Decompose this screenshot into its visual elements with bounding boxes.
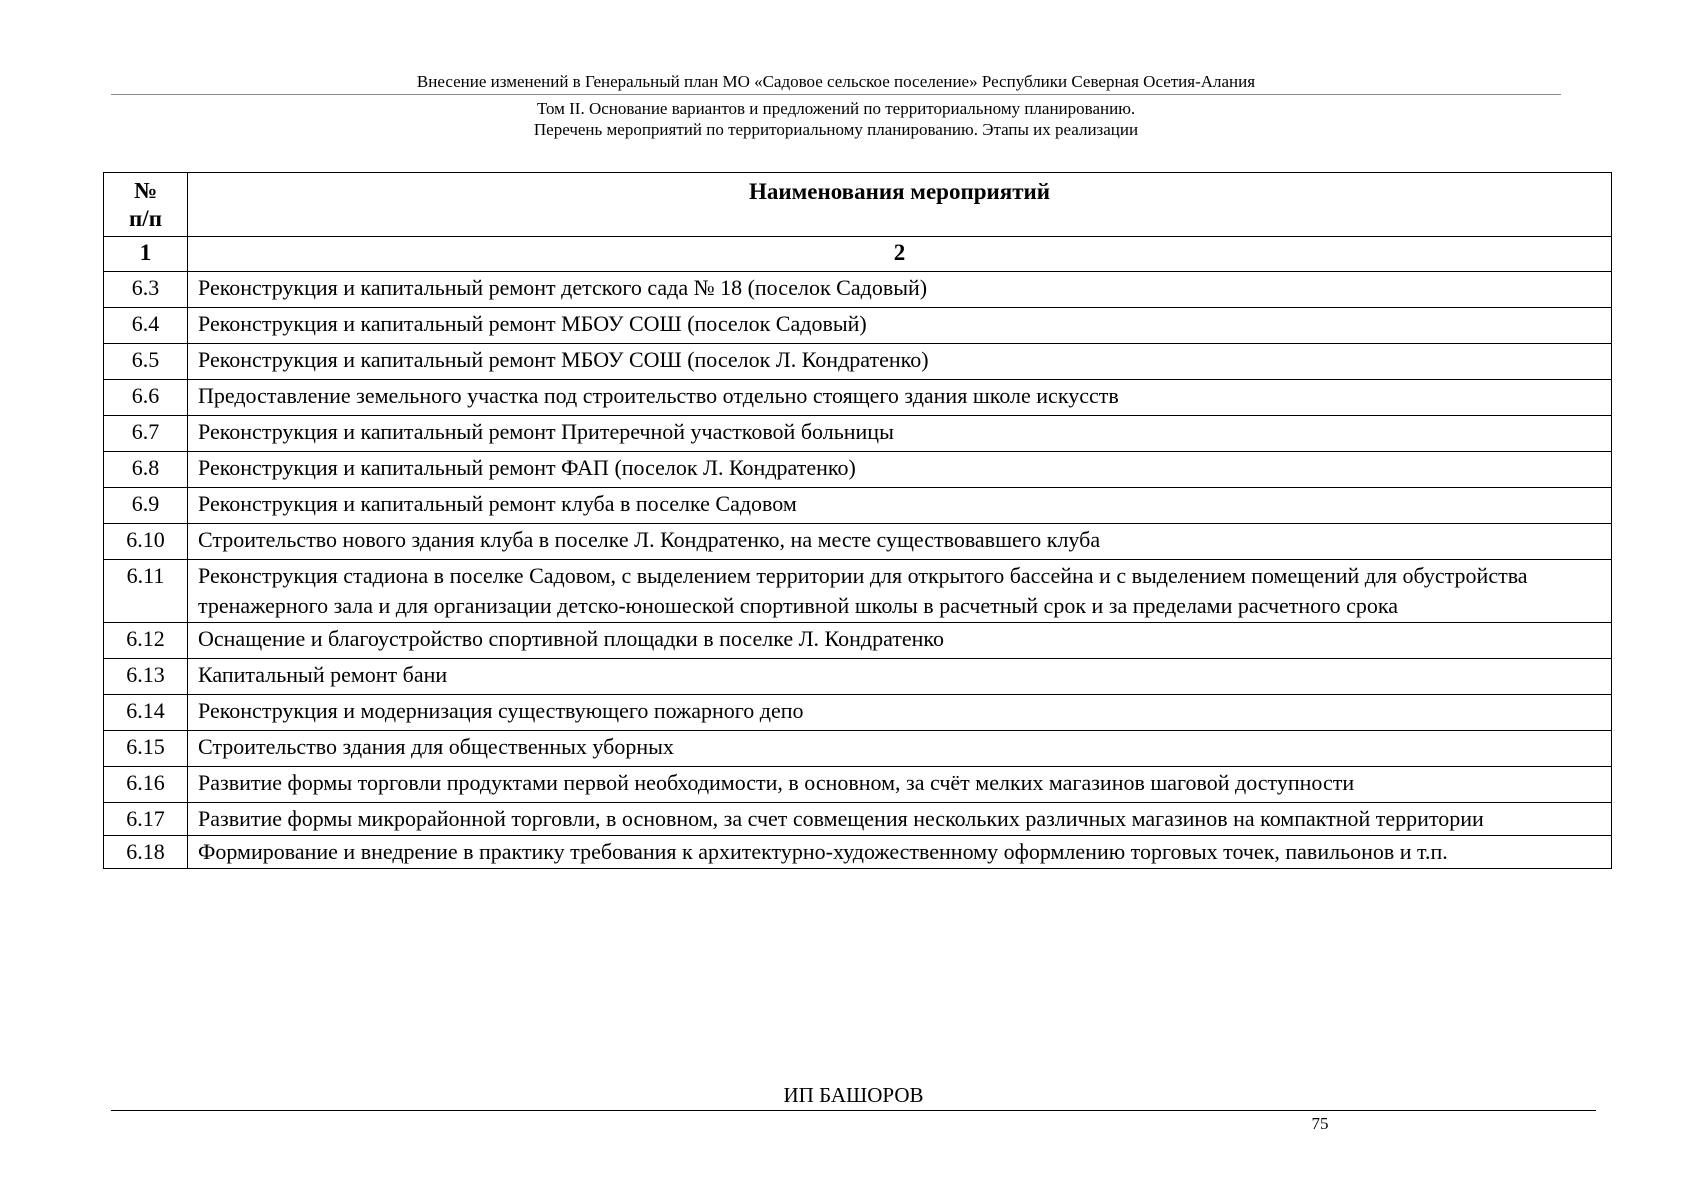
table-row — [104, 272, 1612, 308]
column-header-number-line1: № — [133, 178, 158, 203]
row-number: 6.14 — [104, 695, 188, 731]
column-number-row — [104, 237, 1612, 272]
table-row — [104, 308, 1612, 344]
column-header-number — [104, 173, 188, 237]
row-name: Капитальный ремонт бани — [188, 659, 1612, 695]
row-name: Развитие формы торговли продуктами первой необходимости, в основном, за счёт мелких магазинов шаговой доступности — [188, 767, 1612, 803]
row-name: Реконструкция стадиона в поселке Садовом, с выделением территории для открытого бассейна и с выделением помещений для обустройства тренажерного зала и для организации детско-юношеской спортивной школы в расчетный срок и за пределами расчетного срока — [188, 560, 1612, 623]
row-name: Реконструкция и капитальный ремонт МБОУ СОШ (поселок Л. Кондратенко) — [188, 344, 1612, 380]
page-number: 75 — [1311, 1114, 1329, 1133]
table-row — [104, 560, 1612, 623]
page-header — [111, 72, 1561, 140]
section-title: Перечень мероприятий по территориальному планированию. Этапы их реализации — [533, 120, 1139, 139]
column-number-1: 1 — [104, 237, 188, 272]
footer-organization: ИП БАШОРОВ — [783, 1083, 924, 1107]
row-number: 6.15 — [104, 731, 188, 767]
column-header-name: Наименования мероприятий — [188, 173, 1612, 237]
row-number: 6.10 — [104, 524, 188, 560]
table-row — [104, 836, 1612, 869]
row-name: Реконструкция и капитальный ремонт клуба в поселке Садовом — [188, 488, 1612, 524]
row-name: Реконструкция и капитальный ремонт ФАП (поселок Л. Кондратенко) — [188, 452, 1612, 488]
row-number: 6.7 — [104, 416, 188, 452]
row-name: Реконструкция и капитальный ремонт МБОУ СОШ (поселок Садовый) — [188, 308, 1612, 344]
row-name: Реконструкция и капитальный ремонт детского сада № 18 (поселок Садовый) — [188, 272, 1612, 308]
table-header-row — [104, 173, 1612, 237]
table-row — [104, 623, 1612, 659]
table-row — [104, 524, 1612, 560]
row-number: 6.5 — [104, 344, 188, 380]
table-row — [104, 380, 1612, 416]
header-divider — [111, 94, 1561, 95]
row-name: Строительство нового здания клуба в поселке Л. Кондратенко, на месте существовавшего клуба — [188, 524, 1612, 560]
column-number-2: 2 — [188, 237, 1612, 272]
row-number: 6.17 — [104, 803, 188, 836]
row-number: 6.18 — [104, 836, 188, 869]
volume-title: Том II. Основание вариантов и предложений по территориальному планированию. — [536, 99, 1136, 118]
footer-divider — [111, 1110, 1596, 1111]
row-name: Реконструкция и модернизация существующего пожарного депо — [188, 695, 1612, 731]
row-name: Строительство здания для общественных уборных — [188, 731, 1612, 767]
row-name: Реконструкция и капитальный ремонт Притеречной участковой больницы — [188, 416, 1612, 452]
row-number: 6.12 — [104, 623, 188, 659]
row-number: 6.3 — [104, 272, 188, 308]
table-row — [104, 803, 1612, 836]
row-name: Развитие формы микрорайонной торговли, в основном, за счет совмещения нескольких различных магазинов на компактной территории — [188, 803, 1612, 836]
table-row — [104, 452, 1612, 488]
row-name: Оснащение и благоустройство спортивной площадки в поселке Л. Кондратенко — [188, 623, 1612, 659]
row-number: 6.6 — [104, 380, 188, 416]
table-row — [104, 767, 1612, 803]
document-title: Внесение изменений в Генеральный план МО «Садовое сельское поселение» Республики Северная Осетия-Алания — [416, 72, 1256, 91]
table-row — [104, 488, 1612, 524]
row-number: 6.16 — [104, 767, 188, 803]
row-name: Предоставление земельного участка под строительство отдельно стоящего здания школе искусств — [188, 380, 1612, 416]
row-number: 6.8 — [104, 452, 188, 488]
measures-table — [103, 172, 1612, 869]
row-number: 6.9 — [104, 488, 188, 524]
row-number: 6.13 — [104, 659, 188, 695]
table-row — [104, 344, 1612, 380]
column-header-number-line2: п/п — [129, 206, 162, 231]
table-row — [104, 731, 1612, 767]
row-number: 6.11 — [104, 560, 188, 623]
table-row — [104, 416, 1612, 452]
table-row — [104, 659, 1612, 695]
table-row — [104, 695, 1612, 731]
row-number: 6.4 — [104, 308, 188, 344]
row-name: Формирование и внедрение в практику требования к архитектурно-художественному оформлению торговых точек, павильонов и т.п. — [188, 836, 1612, 869]
